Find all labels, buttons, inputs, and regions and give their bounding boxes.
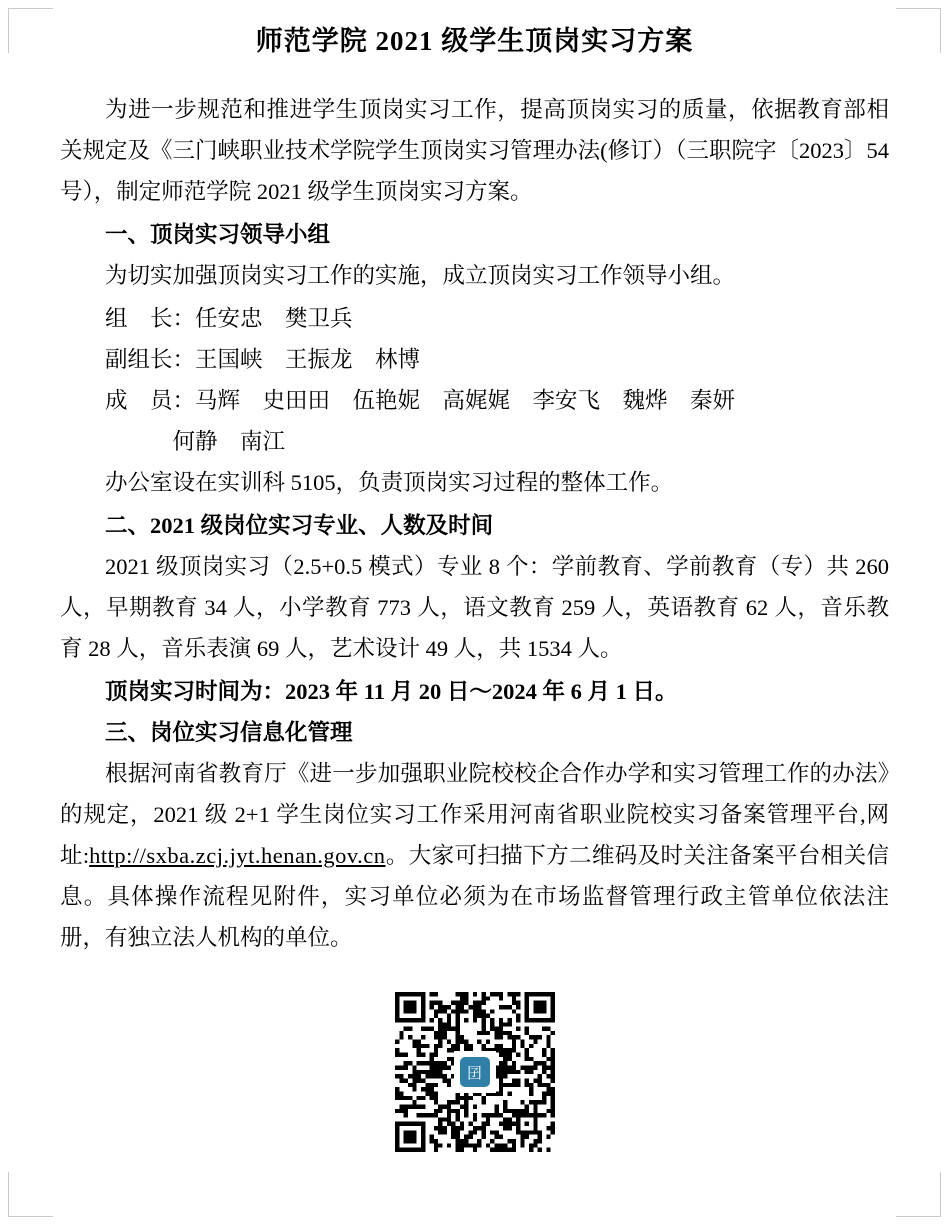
document-title: 师范学院 2021 级学生顶岗实习方案 [255,26,694,56]
internship-time-line: 顶岗实习时间为：2023 年 11 月 20 日～2024 年 6 月 1 日。 [105,679,678,705]
intro-paragraph: 为进一步规范和推进学生顶岗实习工作，提高顶岗实习的质量，依据教育部相关规定及《三门峡职业技术学院学生顶岗实习管理办法(修订）（三职院字〔2023〕54 号），制定师范学院 2021 级学生顶岗实习方案。 [60,97,889,205]
deputy-leader-line: 副组长：王国峡 王振龙 林博 [105,347,421,373]
section-heading-1: 一、顶岗实习领导小组 [105,222,331,248]
section-heading-2: 二、2021 级岗位实习专业、人数及时间 [105,513,494,539]
qr-code[interactable] [395,992,555,1152]
section-heading-3: 三、岗位实习信息化管理 [105,720,353,746]
members-line: 成 员：马辉 史田田 伍艳妮 高娓娓 李安飞 魏烨 秦妍 [105,388,736,414]
platform-url[interactable]: http://sxba.zcj.jyt.henan.gov.cn [89,843,386,869]
page-corner-mark-bottom-left [8,1172,53,1217]
section-1-paragraph: 为切实加强顶岗实习工作的实施，成立顶岗实习工作领导小组。 [105,263,736,289]
leader-line: 组 长：任安忠 樊卫兵 [105,306,353,332]
qr-code-area [60,992,889,1152]
page-corner-mark-top-right [896,8,941,53]
section-3-paragraph [60,753,889,958]
qr-code-logo [454,1051,496,1093]
page-corner-mark-bottom-right [896,1172,941,1217]
office-line: 办公室设在实训科 5105，负责顶岗实习过程的整体工作。 [105,470,674,496]
qr-code-logo-glyph: 囝 [460,1057,490,1087]
section-2-paragraph: 2021 级顶岗实习（2.5+0.5 模式）专业 8 个：学前教育、学前教育（专）共 260 人，早期教育 34 人，小学教育 773 人，语文教育 259 人，英语教育 62 人，音乐教育 28 人，音乐表演 69 人，艺术设计 49 人，共 1534 人。 [60,554,889,662]
page-corner-mark-top-left [8,8,53,53]
section-3-text-prefix: 根据河南省教育厅《进一步加强职业院校校企合作办学和实习管理工作的办法》的规定，2021 级 2+1 学生岗位实习工作采用河南省职业院校实习备案管理平台,网址: [60,761,889,869]
section-3-text-suffix: 。大家可扫描下方二维码及时关注备案平台相关信息。具体操作流程见附件，实习单位必须为在市场监督管理行政主管单位依法注册，有独立法人机构的单位。 [60,843,889,951]
members-line-continued: 何静 南江 [172,429,286,455]
